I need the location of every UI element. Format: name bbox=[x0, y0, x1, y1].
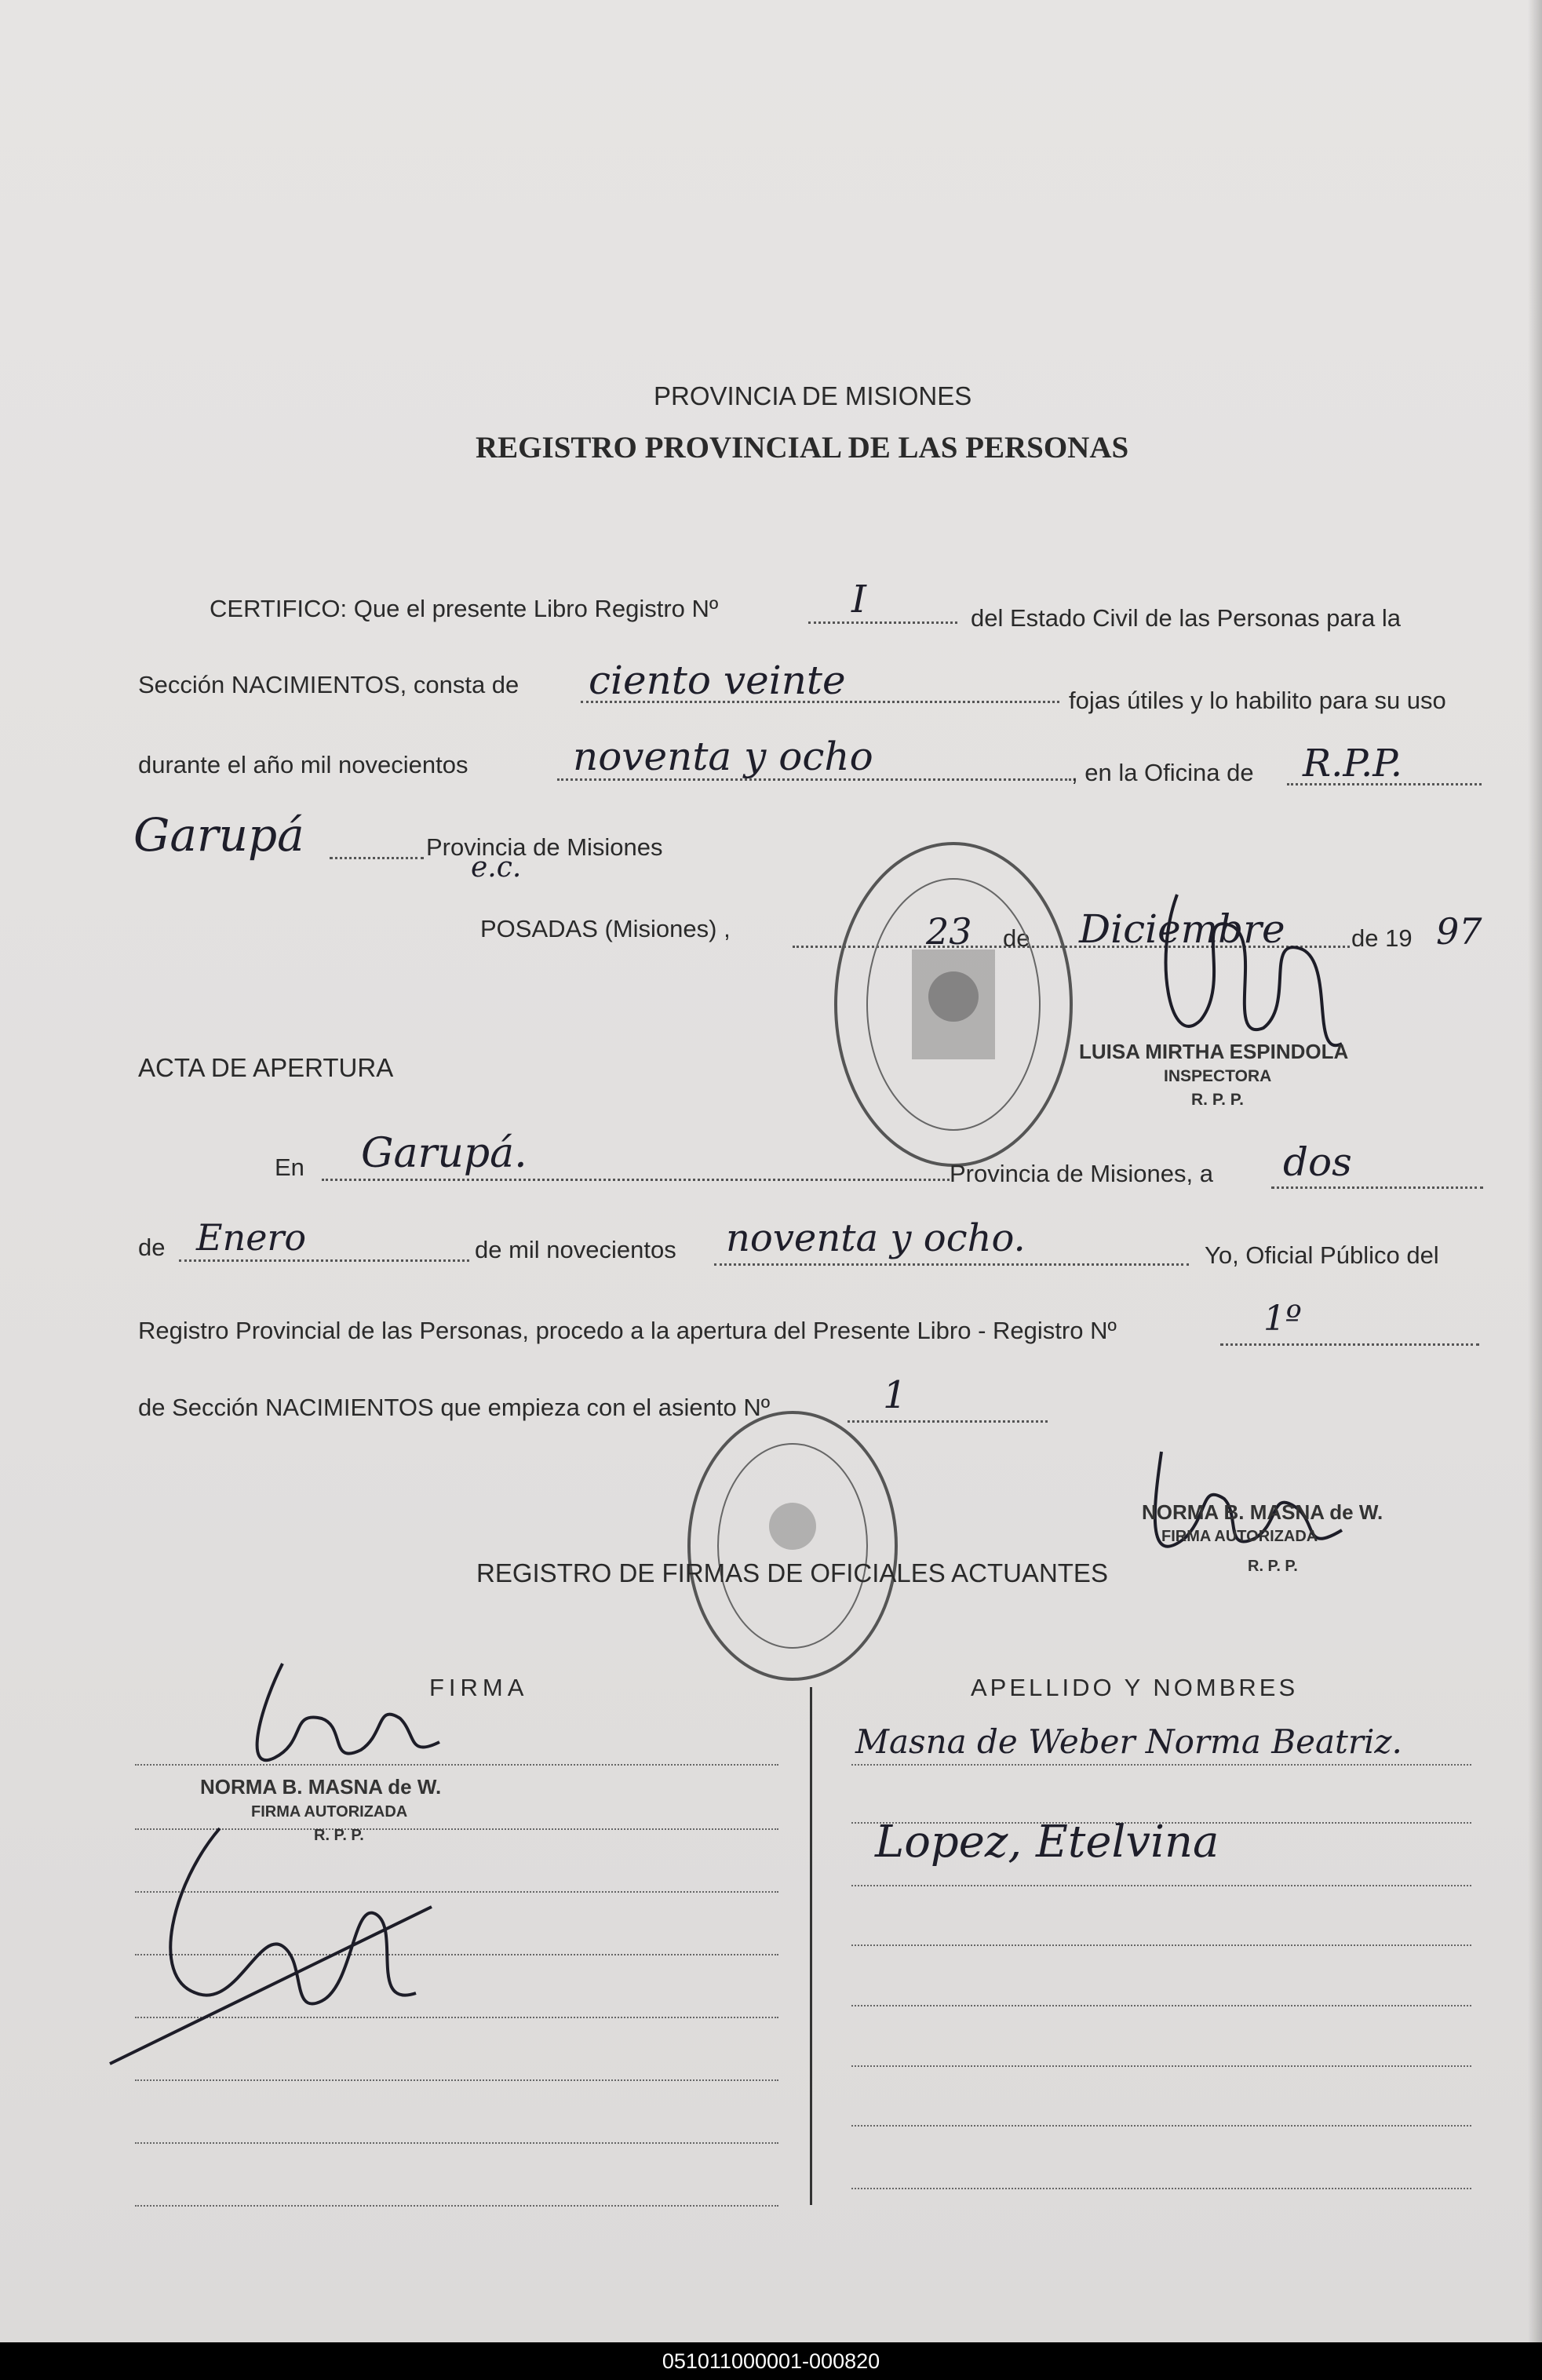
acta-entry-no-handwritten: 1 bbox=[883, 1373, 907, 1417]
dotted-fill bbox=[330, 857, 424, 859]
acta-en: En bbox=[275, 1154, 304, 1181]
authorized-name-right: NORMA B. MASNA de W. bbox=[1142, 1500, 1383, 1524]
acta-de: de bbox=[138, 1234, 166, 1261]
signature-row bbox=[135, 2205, 778, 2207]
month-handwritten: Diciembre bbox=[1079, 906, 1285, 952]
name-row bbox=[851, 2188, 1471, 2189]
name-row bbox=[851, 1885, 1471, 1886]
cert-line4-province: Provincia de Misiones bbox=[426, 833, 663, 861]
inspector-name: LUISA MIRTHA ESPINDOLA bbox=[1079, 1040, 1349, 1063]
acta-place-handwritten: Garupá. bbox=[361, 1130, 527, 1177]
dotted-fill bbox=[179, 1259, 469, 1262]
cert-line1-label: CERTIFICO: Que el presente Libro Registro Nº bbox=[210, 595, 719, 622]
document-id-footer: 051011000001-000820 bbox=[0, 2342, 1542, 2380]
acta-day-handwritten: dos bbox=[1283, 1139, 1352, 1185]
inspector-org: R. P. P. bbox=[1191, 1091, 1244, 1109]
signature-row bbox=[135, 2142, 778, 2144]
cert-line1-tail: del Estado Civil de las Personas para la bbox=[971, 604, 1401, 632]
acta-province: Provincia de Misiones, a bbox=[950, 1160, 1213, 1187]
year-handwritten: noventa y ocho bbox=[573, 734, 873, 779]
garupa-seal-stamp bbox=[679, 1401, 906, 1691]
cert-line3-label: durante el año mil novecientos bbox=[138, 751, 468, 778]
name-row bbox=[851, 2065, 1471, 2067]
office-handwritten: R.P.P. bbox=[1303, 742, 1403, 785]
cert-date-city: POSADAS (Misiones) , bbox=[480, 915, 731, 942]
cert-date-de1: de bbox=[1003, 924, 1030, 952]
authorized-org-left: R. P. P. bbox=[314, 1827, 364, 1844]
year-suffix-handwritten: 97 bbox=[1436, 910, 1482, 953]
column-divider bbox=[810, 1687, 812, 2205]
name-row bbox=[851, 2125, 1471, 2127]
note-handwritten: e.c. bbox=[471, 851, 522, 884]
acta-line4: de Sección NACIMIENTOS que empieza con el asiento Nº bbox=[138, 1394, 771, 1421]
official-signatures-left bbox=[102, 1648, 510, 2087]
col-firma-header: FIRMA bbox=[429, 1674, 529, 1701]
dotted-fill bbox=[714, 1263, 1189, 1266]
acta-yo-oficial: Yo, Oficial Público del bbox=[1205, 1241, 1439, 1269]
acta-mil: de mil novecientos bbox=[475, 1236, 676, 1263]
authorized-role-right: FIRMA AUTORIZADA bbox=[1161, 1528, 1318, 1545]
province-heading: PROVINCIA DE MISIONES bbox=[654, 381, 972, 410]
dotted-fill bbox=[1220, 1343, 1479, 1346]
dotted-fill bbox=[1271, 1186, 1483, 1189]
day-handwritten: 23 bbox=[926, 910, 972, 953]
acta-line3: Registro Provincial de las Personas, procedo a la apertura del Presente Libro - Registro Nº bbox=[138, 1317, 1117, 1344]
official-name-1: Masna de Weber Norma Beatriz. bbox=[855, 1722, 1402, 1761]
authorized-name-left: NORMA B. MASNA de W. bbox=[200, 1775, 442, 1799]
dotted-fill bbox=[808, 621, 957, 624]
cert-line3-office-label: , en la Oficina de bbox=[1071, 759, 1254, 786]
name-row bbox=[851, 1944, 1471, 1946]
dotted-fill bbox=[322, 1179, 950, 1181]
pages-handwritten: ciento veinte bbox=[589, 658, 846, 703]
cert-date-de2: de 19 bbox=[1351, 924, 1413, 952]
cert-line2-tail: fojas útiles y lo habilito para su uso bbox=[1069, 687, 1446, 714]
acta-title: ACTA DE APERTURA bbox=[138, 1053, 394, 1082]
col-names-header: APELLIDO Y NOMBRES bbox=[971, 1674, 1299, 1701]
authorized-org-right: R. P. P. bbox=[1248, 1558, 1298, 1575]
registry-heading: REGISTRO PROVINCIAL DE LAS PERSONAS bbox=[476, 431, 1129, 465]
official-name-2: Lopez, Etelvina bbox=[875, 1817, 1219, 1868]
acta-year-handwritten: noventa y ocho. bbox=[726, 1216, 1026, 1260]
cert-line2-label: Sección NACIMIENTOS, consta de bbox=[138, 671, 519, 698]
book-number-handwritten: I bbox=[851, 578, 866, 621]
inspector-role: INSPECTORA bbox=[1164, 1067, 1272, 1085]
signatures-section-title: REGISTRO DE FIRMAS DE OFICIALES ACTUANTES bbox=[476, 1558, 1108, 1587]
authorized-role-left: FIRMA AUTORIZADA bbox=[251, 1803, 408, 1821]
acta-month-handwritten: Enero bbox=[196, 1216, 307, 1259]
place-handwritten: Garupá bbox=[133, 808, 304, 862]
acta-book-no-handwritten: 1º bbox=[1263, 1299, 1302, 1339]
provincial-seal-stamp bbox=[824, 832, 1083, 1177]
inspector-signature bbox=[1146, 863, 1365, 1067]
name-row bbox=[851, 2005, 1471, 2006]
name-row bbox=[851, 1764, 1471, 1766]
